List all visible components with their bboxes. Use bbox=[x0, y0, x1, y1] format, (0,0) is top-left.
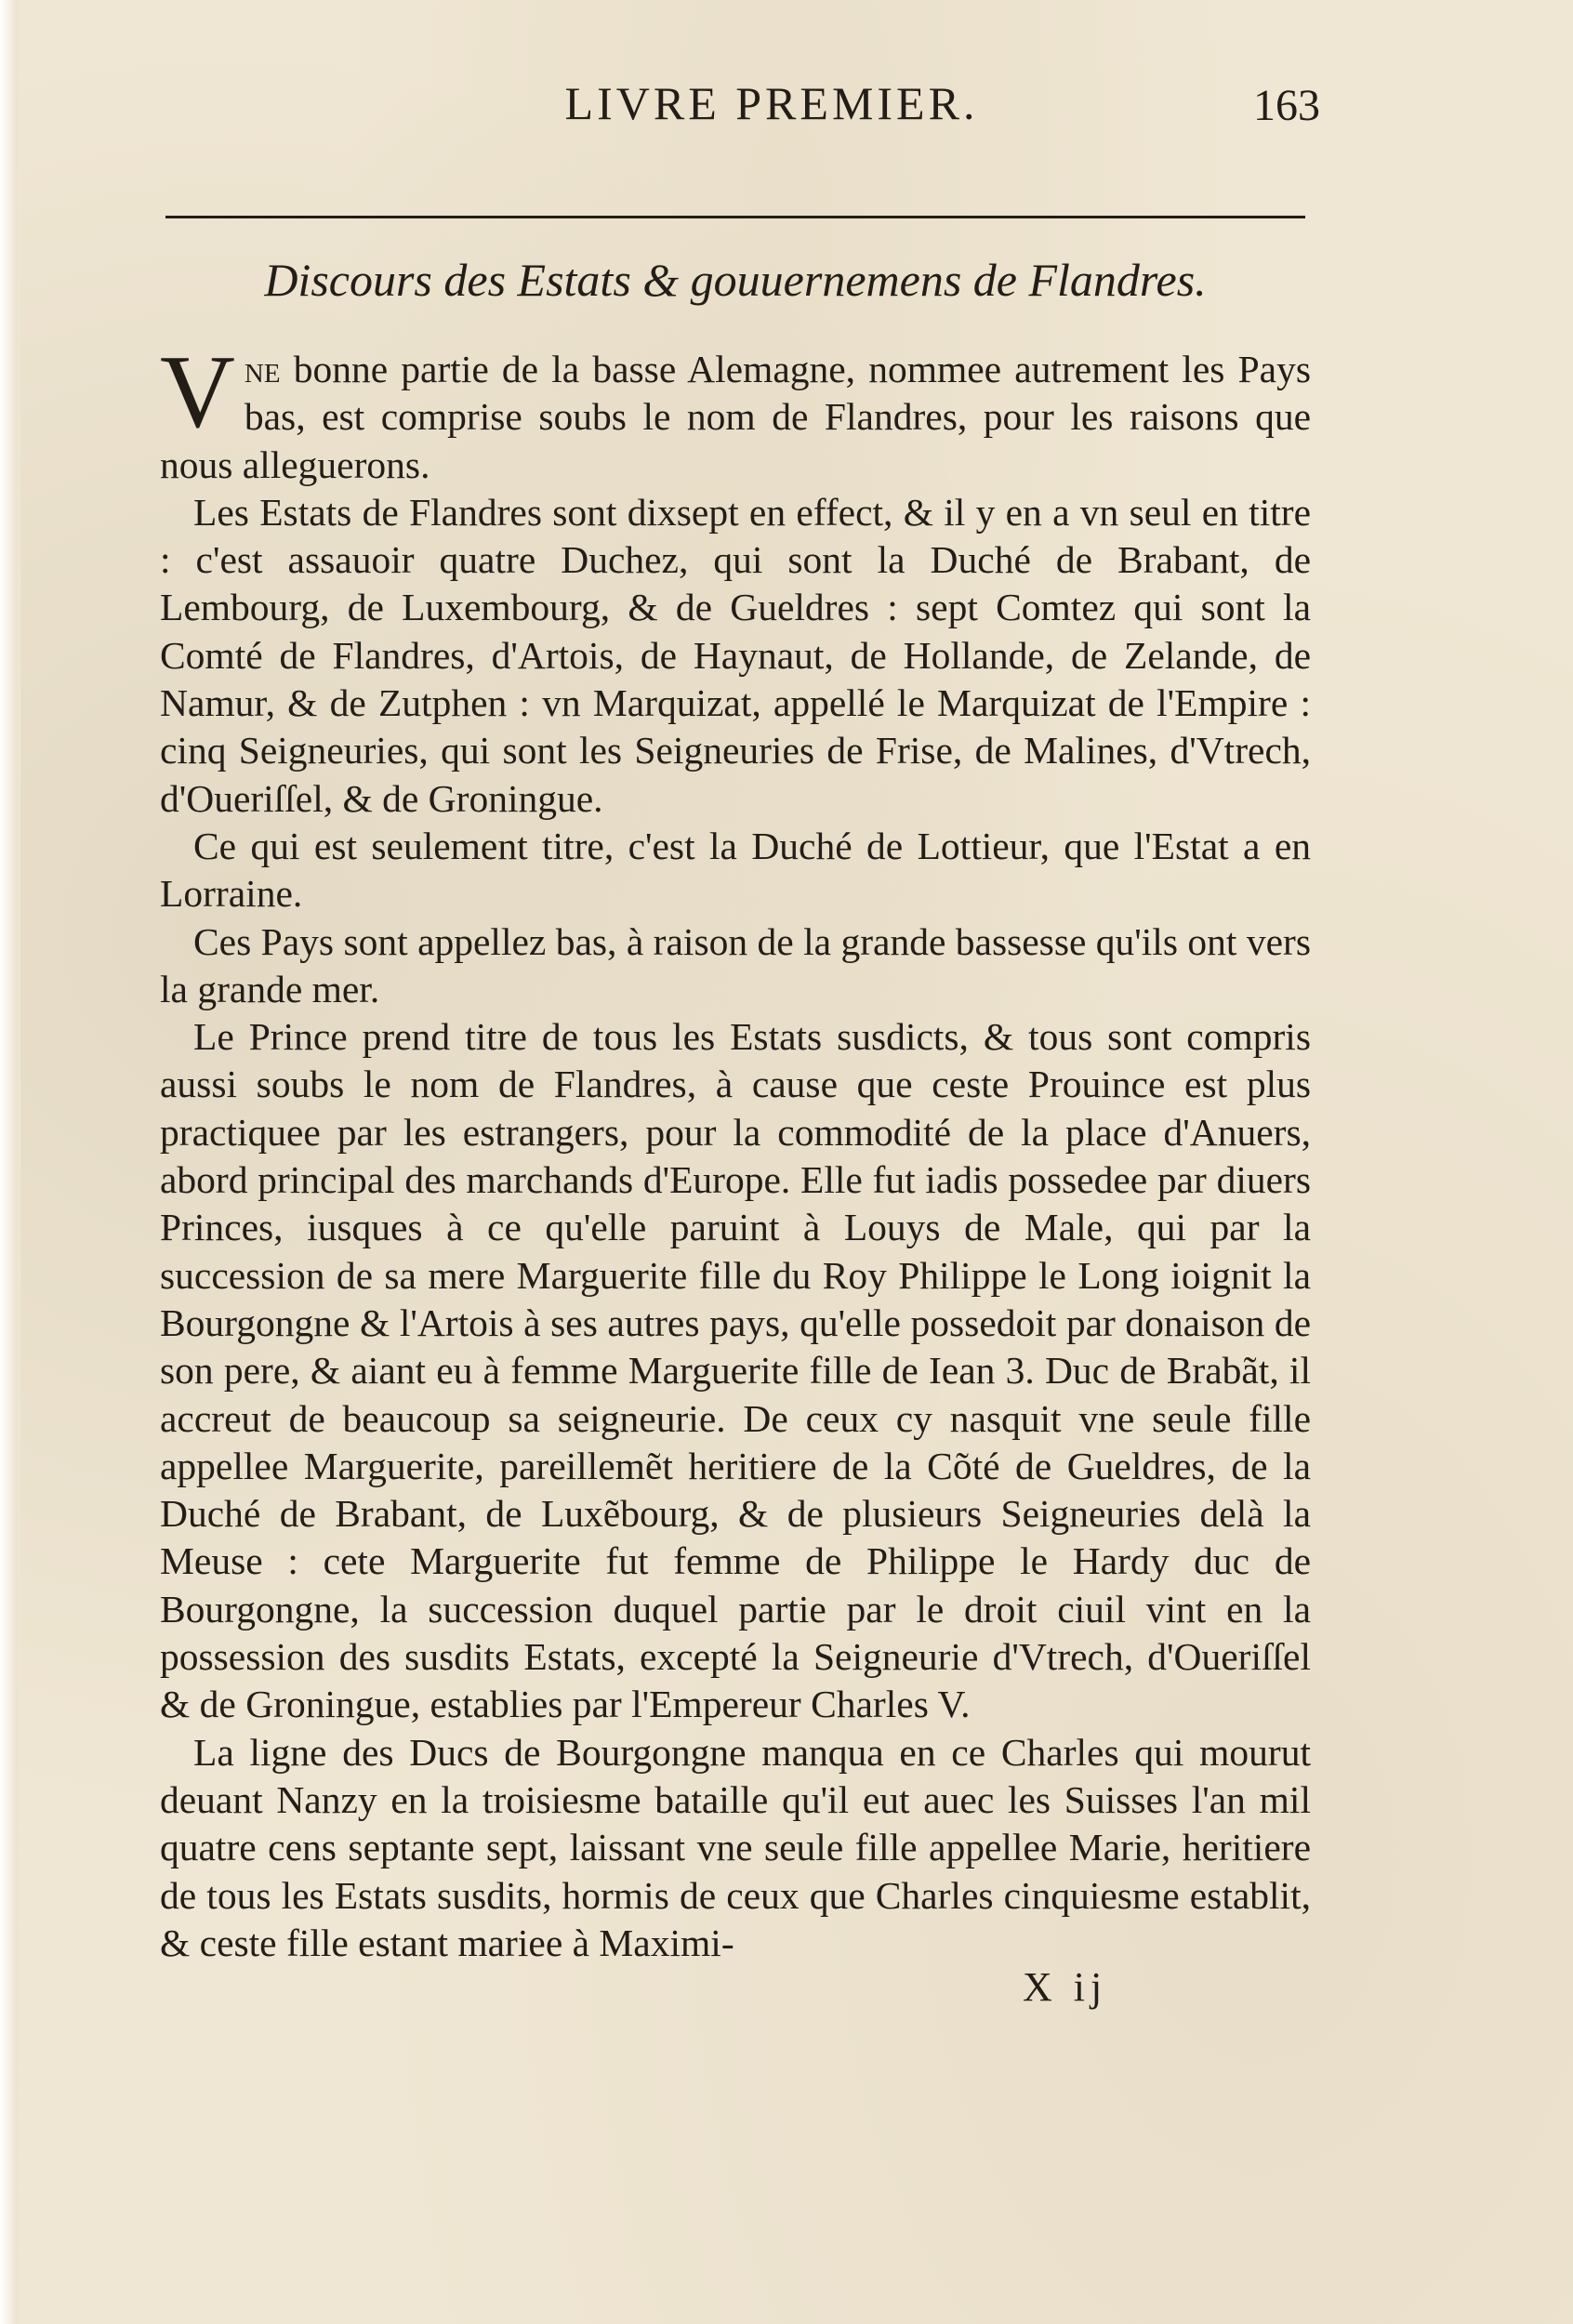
drop-cap: V bbox=[160, 335, 235, 450]
paragraph: Ces Pays sont appellez bas, à raison de la grande bassesse qu'ils ont vers la grande mer. bbox=[160, 919, 1311, 1010]
header-rule bbox=[165, 216, 1305, 218]
paragraph-text: bonne partie de la basse Alemagne, nommee autrement les Pays bas, est comprise soubs le nom de Flandres, pour les raisons que nous alleguerons. bbox=[160, 348, 1311, 486]
signature-mark: X ij bbox=[1023, 1964, 1108, 2010]
page-edge bbox=[0, 0, 20, 2324]
paragraph: Le Prince prend titre de tous les Estats susdicts, & tous sont compris aussi soubs le nom de Flandres, à cause que ceste Prouince est plus practiquee par les estrangers, pour la commodité de la place d'Anuers, abord principal des marchands d'Europe. Elle fut iadis possedee par diuers Princes, iusques à ce qu'elle paruint à Louys de Male, qui par la succession de sa mere Marguerite fille du Roy Philippe le Long ioignit la Bourgongne & l'Artois à ses autres pays, qu'elle possedoit par donaison de son pere, & aiant eu à femme Marguerite fille de Iean 3. Duc de Brabãt, il accreut de beaucoup sa seigneurie. De ceux cy nasquit vne seule fille appellee Marguerite, pareillemẽt heritiere de la Cõté de Gueldres, de la Duché de Brabant, de Luxẽbourg, & de plusieurs Seigneuries delà la Meuse : cete Marguerite fut femme de Philippe le Hardy duc de Bourgongne, la succession duquel partie par le droit ciuil vint en la possession des susdits Estats, excepté la Seigneurie d'Vtrech, d'Oueriſſel & de Groningue, establies par l'Empereur Charles V. bbox=[160, 1015, 1311, 1726]
opening-small-caps: ne bbox=[244, 348, 281, 390]
body-text bbox=[160, 335, 1311, 1967]
running-head: LIVRE PREMIER. bbox=[564, 77, 979, 129]
section-title: Discours des Estats & gouuernemens de Flandres. bbox=[264, 254, 1207, 306]
paragraph: Ce qui est seulement titre, c'est la Duché de Lottieur, que l'Estat a en Lorraine. bbox=[160, 824, 1311, 916]
paragraph bbox=[160, 335, 1311, 489]
paragraph: La ligne des Ducs de Bourgongne manqua en ce Charles qui mourut deuant Nanzy en la troisiesme bataille qu'il eut auec les Suisses l'an mil quatre cens septante sept, laissant vne seule fille appellee Marie, heritiere de tous les Estats susdits, hormis de ceux que Charles cinquiesme establit, & ceste fille estant mariee à Maximi- bbox=[160, 1730, 1311, 1964]
paragraph: Les Estats de Flandres sont dixsept en effect, & il y en a vn seul en titre : c'est assauoir quatre Duchez, qui sont la Duché de Brabant, de Lembourg, de Luxembourg, & de Gueldres : sept Comtez qui sont la Comté de Flandres, d'Artois, de Haynaut, de Hollande, de Zelande, de Namur, & de Zutphen : vn Marquizat, appellé le Marquizat de l'Empire : cinq Seigneuries, qui sont les Seigneuries de Frise, de Malines, d'Vtrech, d'Oueriſſel, & de Groningue. bbox=[160, 490, 1311, 820]
page-number: 163 bbox=[1253, 81, 1320, 130]
